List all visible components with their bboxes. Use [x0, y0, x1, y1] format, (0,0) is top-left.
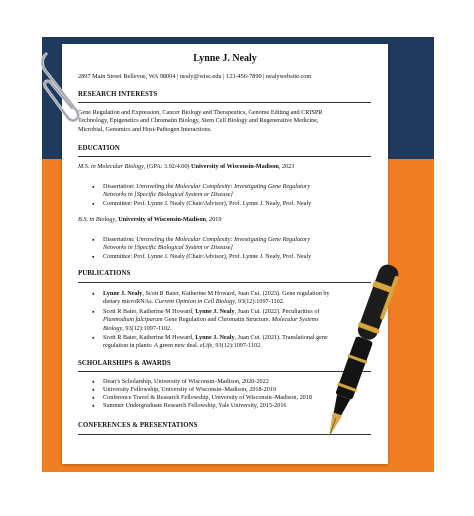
publication-author-self: Lynne J. Nealy — [103, 290, 143, 297]
resume-name: Lynne J. Nealy — [193, 53, 257, 64]
publication-text: , Scott R Baier, Katherine M Howard, Juan Cui. (2023). Gene regulation by — [142, 290, 330, 297]
ms-dissertation-title-2: Networks in [Specific Biological System or Disease] — [103, 191, 233, 199]
bs-school: University of Wisconsin-Madison — [118, 216, 207, 223]
ms-dissertation-title-1: Unraveling the Molecular Complexity: Investigating Gene Regulatory — [136, 183, 311, 190]
ms-year: , 2023 — [278, 163, 295, 170]
publication-text: , Juan Cui. (2021). Translational gene — [234, 334, 328, 341]
ms-degree: M.S. in Molecular Biology — [78, 163, 144, 170]
bs-dissertation-title-1: Unraveling the Molecular Complexity: Investigating Gene Regulatory — [136, 236, 311, 243]
research-line: Gene Regulation and Expression, Cancer Biology and Therapeutics, Genome Editing and CRISPR — [78, 109, 323, 116]
research-line: Microbial, Genomics and Host-Pathogen Interactions. — [78, 125, 212, 133]
bs-year: , 2019 — [206, 216, 222, 223]
scholarship-item: ● University Fellowship, University of Wisconsin–Madison, 2018-2019 — [103, 386, 375, 394]
fountain-pen-icon — [320, 258, 400, 446]
bs-sep: , — [115, 216, 119, 223]
publication-author-self: Lynne J. Nealy — [195, 334, 235, 341]
publication-text: , 93(12):1097-1102. — [234, 298, 285, 306]
contact-line: 2897 Main Street Bellevue, WA 98004 | nealy@wisc.edu | 123-456-7890 | nealywebsite.com — [78, 73, 312, 80]
publication-species: Plasmodium falciparum — [103, 316, 163, 324]
paperclip-icon — [38, 50, 90, 124]
ms-dissertation-label: Dissertation: — [103, 183, 137, 190]
publications-section-title: PUBLICATIONS — [78, 270, 131, 277]
research-interests-text — [78, 109, 378, 134]
publication-text: Gene Regulation and Chromatin Structure. — [162, 316, 272, 324]
publication-journal: Current Opinion in Cell Biology — [154, 298, 235, 306]
research-section-title: RESEARCH INTERESTS — [78, 91, 158, 98]
bs-degree-line — [78, 216, 378, 224]
scholarship-item: ● Conference Travel & Research Fellowship, University of Wisconsin–Madison, 2018 — [103, 394, 375, 402]
bs-committee-item: ● Committee: Prof. Lynne J. Nealy (Chair/Advisor), Prof. Lynne J. Nealy, Prof. Nealy — [103, 253, 375, 261]
education-section-title: EDUCATION — [78, 145, 120, 152]
publication-journal: Biology — [103, 324, 123, 332]
ms-gpa: , (GPA: 3.92/4.00) — [143, 163, 192, 170]
publication-text: dietary microRNAs. — [103, 298, 155, 306]
publication-text: Scott R Baier, Katherine M Howard, — [103, 308, 196, 315]
ms-dissertation-item — [103, 183, 375, 200]
conferences-section-title: CONFERENCES & PRESENTATIONS — [78, 422, 198, 429]
publication-text: , 93(12):1097-1102. — [122, 324, 172, 332]
ms-school: University of Wisconsin-Madison — [191, 163, 279, 170]
publication-text: Scott R Baier, Katherine M Howard, — [103, 334, 196, 341]
publication-journal: eLife — [199, 342, 213, 350]
publication-text: regulation in plants: A green new deal. — [103, 342, 200, 350]
publication-journal: Molecular Systems — [271, 316, 319, 324]
scholarships-section-title: SCHOLARSHIPS & AWARDS — [78, 360, 171, 367]
research-line: Technology, Epigenetics and Chromatin Biology, Stem Cell Biology and Regenerative Medicine, — [78, 117, 319, 125]
bs-degree: B.S. in Biology — [78, 216, 116, 223]
section-divider — [78, 102, 371, 103]
ms-degree-line — [78, 163, 378, 171]
publication-text: , 93(12):1097-1102. — [212, 342, 262, 350]
bs-dissertation-title-2: Networks in [Specific Biological System or Disease] — [103, 244, 233, 252]
ms-committee-item: ● Committee: Prof. Lynne J. Nealy (Chair/Advisor), Prof. Lynne J. Nealy, Prof. Nealy — [103, 200, 375, 208]
bs-dissertation-label: Dissertation: — [103, 236, 137, 243]
publication-text: , Juan Cui. (2022). Peculiarities of — [234, 308, 320, 315]
scholarship-item: ● Dean’s Scholarship, University of Wisconsin–Madison, 2020-2022 — [103, 378, 375, 386]
bs-dissertation-item — [103, 236, 375, 253]
section-divider — [78, 156, 371, 157]
publication-author-self: Lynne J. Nealy — [195, 308, 235, 315]
scholarship-item: ● Summer Undergraduate Research Fellowship, Yale University, 2015-2016 — [103, 402, 375, 410]
